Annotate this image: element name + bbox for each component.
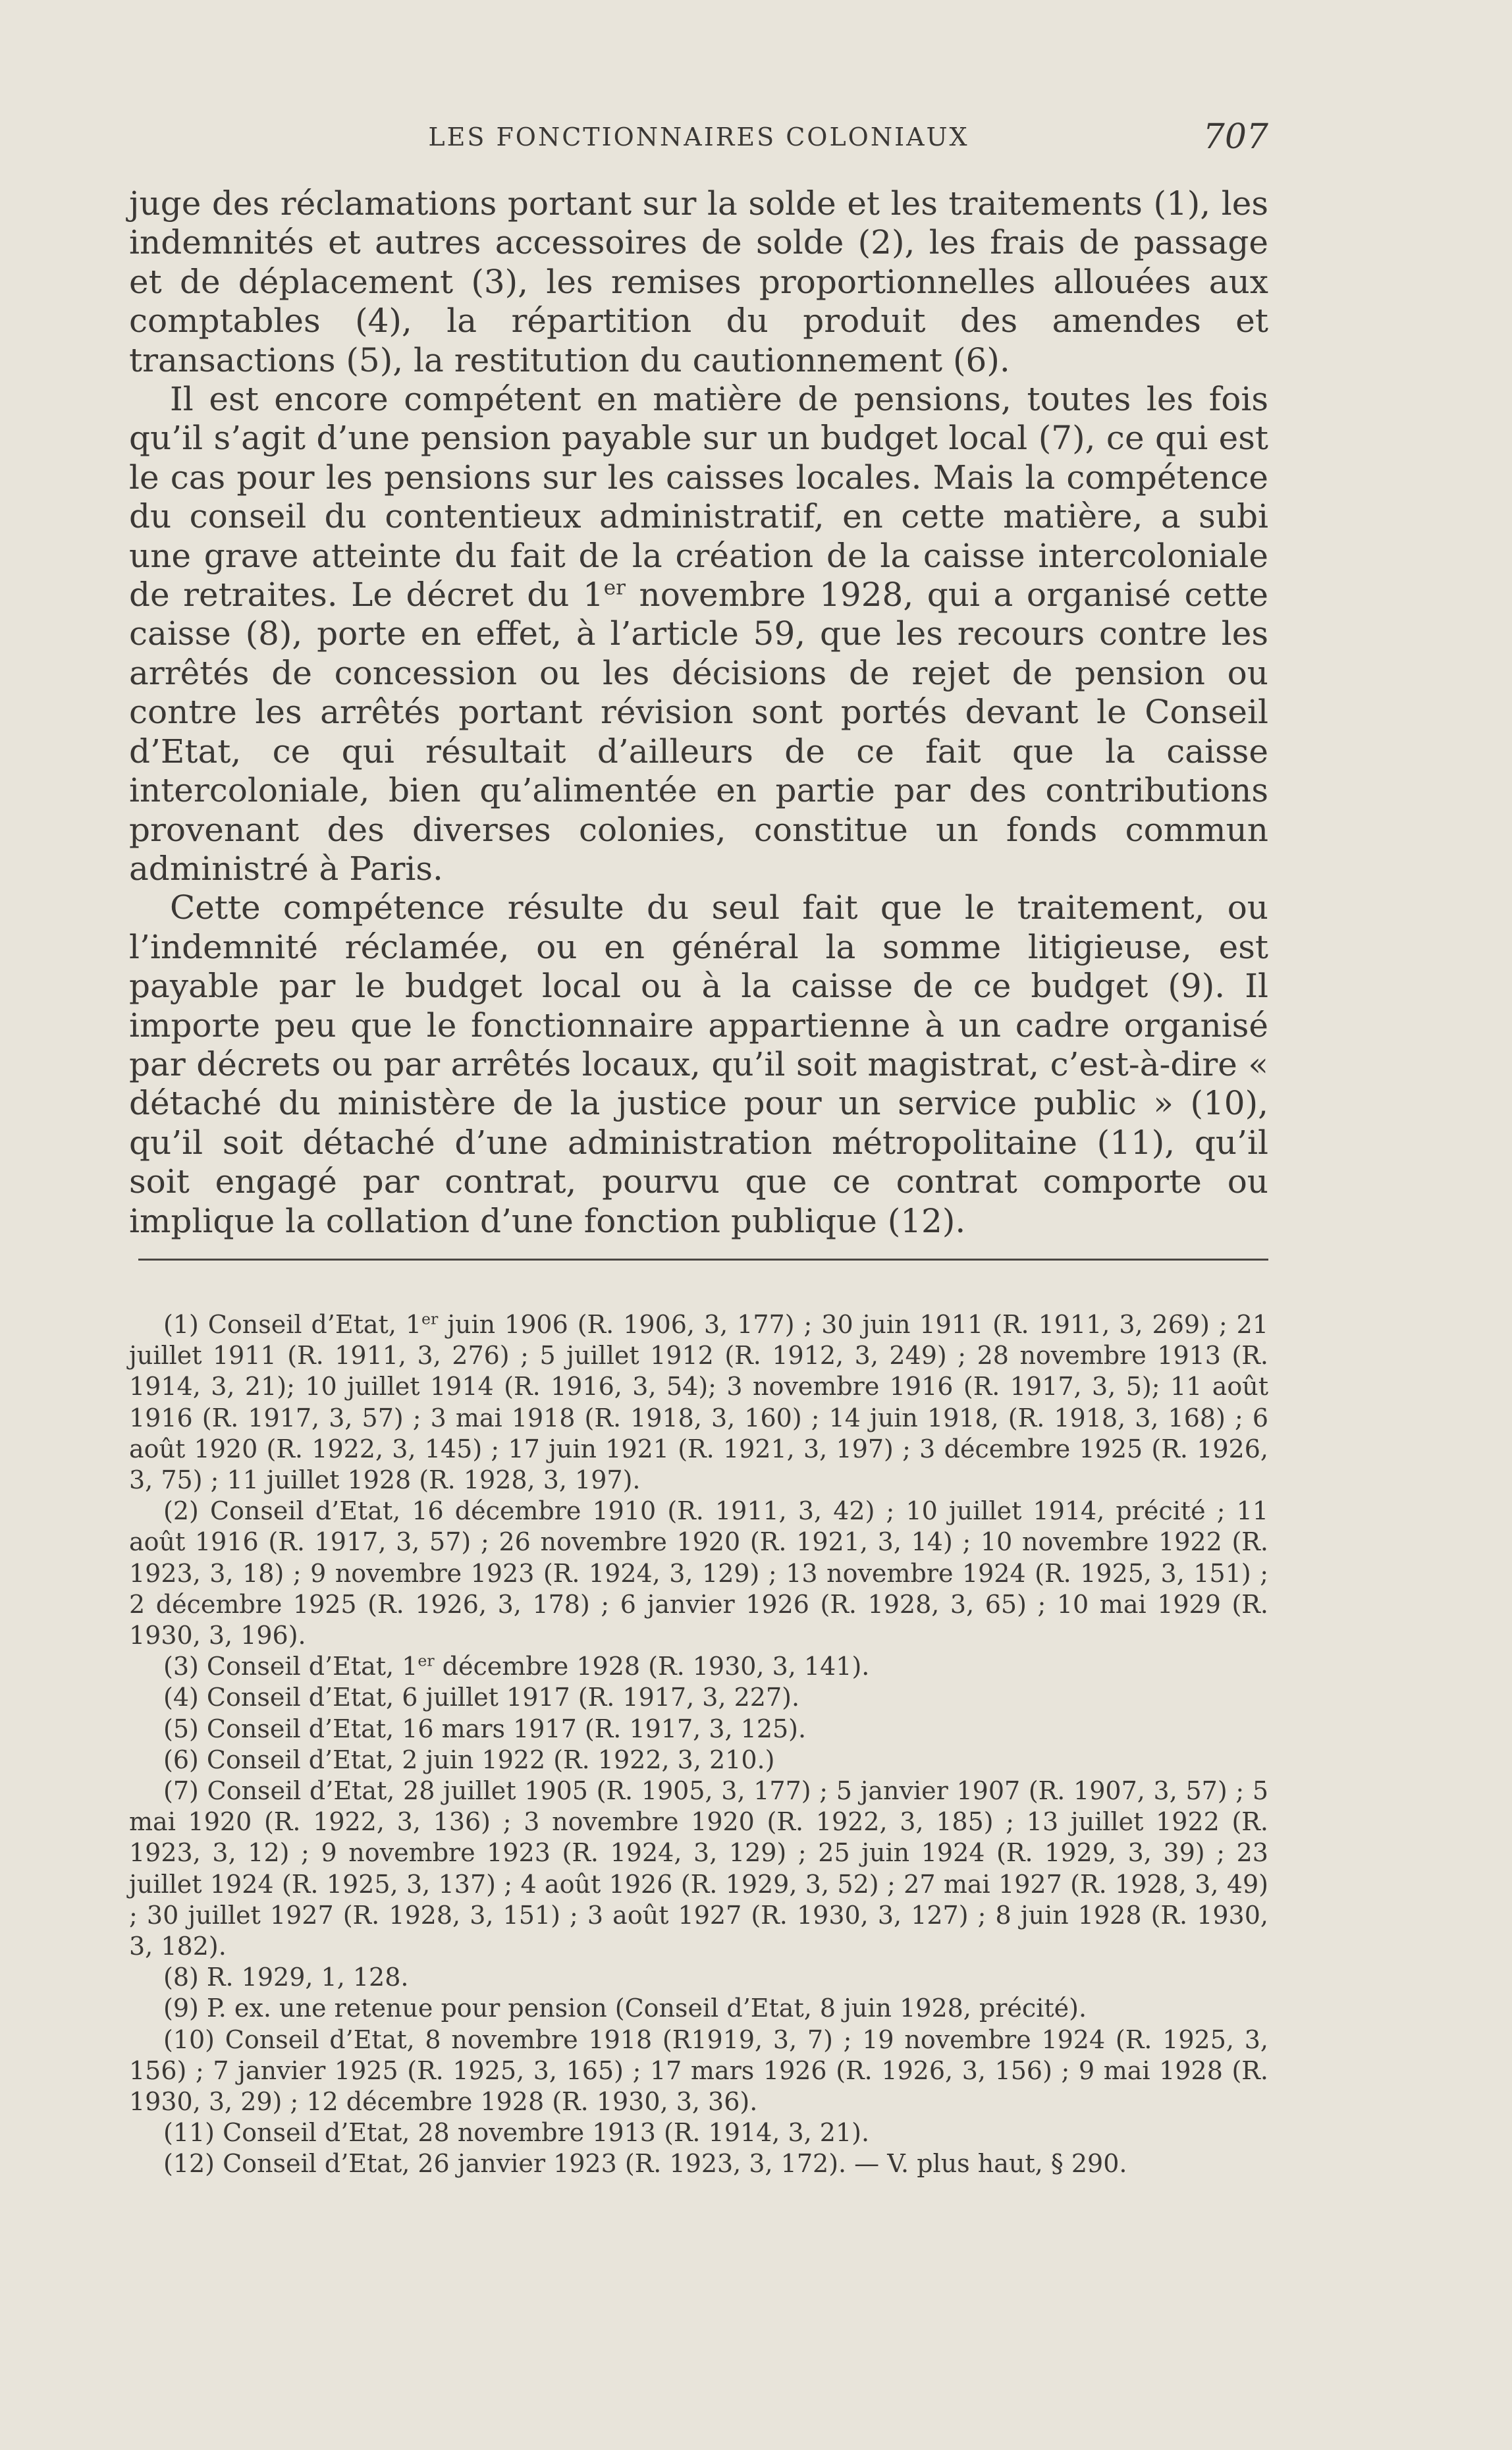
footnote-7: (7) Conseil d’Etat, 28 juillet 1905 (R. 1905, 3, 177) ; 5 janvier 1907 (R. 1907, 3, 57) ; 5 mai 1920 (R. 1922, 3, 136) ; 3 novembre 1920 (R. 1922, 3, 185) ; 13 juillet 1922 (R. 1923, 3, 12) ; 9 novembre 1923 (R. 1924, 3, 129) ; 25 juin 1924 (R. 1929, 3, 39) ; 23 juillet 1924 (R. 1925, 3, 137) ; 4 août 1926 (R. 1929, 3, 52) ; 27 mai 1927 (R. 1928, 3, 49) ; 30 juillet 1927 (R. 1928, 3, 151) ; 3 août 1927 (R. 1930, 3, 127) ; 8 juin 1928 (R. 1930, 3, 182). xyxy=(129,1776,1268,1961)
footnote-2: (2) Conseil d’Etat, 16 décembre 1910 (R. 1911, 3, 42) ; 10 juillet 1914, précité ; 11 août 1916 (R. 1917, 3, 57) ; 26 novembre 1920 (R. 1921, 3, 14) ; 10 novembre 1922 (R. 1923, 3, 18) ; 9 novembre 1923 (R. 1924, 3, 129) ; 13 novembre 1924 (R. 1925, 3, 151) ; 2 décembre 1925 (R. 1926, 3, 178) ; 6 janvier 1926 (R. 1928, 3, 65) ; 10 mai 1929 (R. 1930, 3, 196). xyxy=(129,1496,1268,1650)
body-text xyxy=(129,184,1268,1241)
footnote-3-rest: décembre 1928 (R. 1930, 3, 141). xyxy=(434,1652,870,1681)
footnote-1-lead: (1) Conseil d’Etat, 1 xyxy=(163,1310,422,1339)
footnote-1-rest: juin 1906 (R. 1906, 3, 177) ; 30 juin 1911 (R. 1911, 3, 269) ; 21 juillet 1911 (R. 1911, 3, 276) ; 5 juillet 1912 (R. 1912, 3, 249) ; 28 novembre 1913 (R. 1914, 3, 21); 10 juillet 1914 (R. 1916, 3, 54); 3 novembre 1916 (R. 1917, 3, 5); 11 août 1916 (R. 1917, 3, 57) ; 3 mai 1918 (R. 1918, 3, 160) ; 14 juin 1918, (R. 1918, 3, 168) ; 6 août 1920 (R. 1922, 3, 145) ; 17 juin 1921 (R. 1921, 3, 197) ; 3 décembre 1925 (R. 1926, 3, 75) ; 11 juillet 1928 (R. 1928, 3, 197). xyxy=(129,1310,1268,1495)
running-head xyxy=(129,117,1268,163)
paragraph-2 xyxy=(129,380,1268,888)
page-number: 707 xyxy=(1202,117,1268,157)
paragraph-1: juge des réclamations portant sur la solde et les traitements (1), les indemnités et autres accessoires de solde (2), les frais de passage et de déplacement (3), les remises proportionnelles allouées aux comptables (4), la répartition du produit des amendes et transactions (5), la restitution du cautionnement (6). xyxy=(129,184,1268,379)
footnote-1 xyxy=(129,1309,1268,1496)
footnote-6: (6) Conseil d’Etat, 2 juin 1922 (R. 1922, 3, 210.) xyxy=(163,1745,775,1774)
footnote-10: (10) Conseil d’Etat, 8 novembre 1918 (R1919, 3, 7) ; 19 novembre 1924 (R. 1925, 3, 156) ; 7 janvier 1925 (R. 1925, 3, 165) ; 17 mars 1926 (R. 1926, 3, 156) ; 9 mai 1928 (R. 1930, 3, 29) ; 12 décembre 1928 (R. 1930, 3, 36). xyxy=(129,2025,1268,2117)
footnote-9: (9) P. ex. une retenue pour pension (Conseil d’Etat, 8 juin 1928, précité). xyxy=(163,1994,1087,2023)
paragraph-2-lead: Il est encore compétent en matière de pensions, toutes les fois qu’il s’agit d’une pension payable sur un budget local (7), ce qui xyxy=(129,380,1268,458)
paragraph-2-superscript: er xyxy=(603,576,626,600)
footnote-3-lead: (3) Conseil d’Etat, 1 xyxy=(163,1652,418,1681)
footnote-3-superscript: er xyxy=(418,1651,435,1670)
footnote-11: (11) Conseil d’Etat, 28 novembre 1913 (R. 1914, 3, 21). xyxy=(163,2118,870,2148)
footnotes xyxy=(129,1309,1268,2180)
footnote-8: (8) R. 1929, 1, 128. xyxy=(163,1963,409,1992)
footnote-divider xyxy=(138,1259,1268,1261)
footnote-1-superscript: er xyxy=(421,1309,439,1328)
paragraph-2-tail: novembre 1928, qui a organisé cette caisse (8), porte en effet, à l’article 59, que les recours contre les arrêtés de concession ou les décisions de rejet de pension ou contre les arrêtés portant révision sont portés devant le Conseil d’Etat, ce qui résultait d’ailleurs de ce fait que la caisse intercoloniale, bien qu’alimentée en partie par des contributions provenant des diverses colonies, constitue un fonds commun administré à Paris. xyxy=(129,576,1268,888)
footnote-5: (5) Conseil d’Etat, 16 mars 1917 (R. 1917, 3, 125). xyxy=(163,1714,807,1743)
paragraph-3: Cette compétence résulte du seul fait que le traitement, ou l’indemnité réclamée, ou en général la somme litigieuse, est payable par le budget local ou à la caisse de ce budget (9). Il importe peu que le fonctionnaire appartienne à un cadre organisé par décrets ou par arrêtés locaux, qu’il soit magistrat, c’est-à-dire « détaché du ministère de la justice pour un service public » (10), qu’il soit détaché d’une administration métropolitaine (11), qu’il soit engagé par contrat, pourvu que ce contrat comporte ou implique la collation d’une fonction publique (12). xyxy=(129,888,1268,1240)
footnote-12: (12) Conseil d’Etat, 26 janvier 1923 (R. 1923, 3, 172). — V. plus haut, § 290. xyxy=(163,2149,1127,2179)
paragraph-2-ordinal: 1 xyxy=(582,576,604,614)
running-title: LES FONCTIONNAIRES COLONIAUX xyxy=(428,122,969,151)
footnote-4: (4) Conseil d’Etat, 6 juillet 1917 (R. 1917, 3, 227). xyxy=(163,1683,800,1712)
footnote-3 xyxy=(129,1651,1268,1682)
paragraph-2-middle: est le cas pour les pensions sur les caisses locales. Mais la compétence du conseil du contentieux administratif, en cette matière, a subi une grave atteinte du fait de la création de la caisse intercoloniale de retraites. Le décret du xyxy=(129,419,1268,614)
